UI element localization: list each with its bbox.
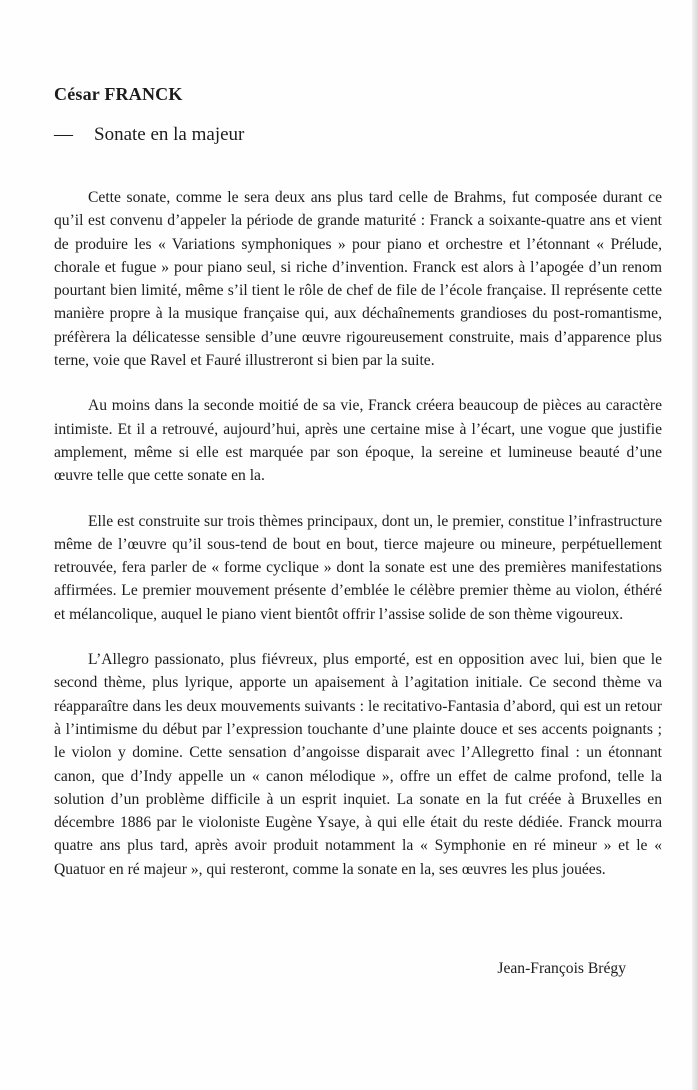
paragraph-4: L’Allegro passionato, plus fiévreux, plus emporté, est en opposition avec lui, bien que le second thème, plus lyrique, apporte un apaisement à l’agitation initiale. Ce second thème va réapparaître dans les deux mouvements suivants : le recitativo-Fantasia d’abord, qui est un retour à l’intimisme du début par l’expression touchante d’une plainte douce et ses accents poignants ; le violon y domine. Cette sensation d’angoisse disparait avec l’Allegretto final : un étonnant canon, que d’Indy appelle un « canon mélodique », offre un effet de calme profond, telle la solution d’un problème difficile à un esprit inquiet. La sonate en la fut créée à Bruxelles en décembre 1886 par le violoniste Eugène Ysaye, à qui elle était du reste dédiée. Franck mourra quatre ans plus tard, après avoir produit notamment la « Symphonie en ré mineur » et le « Quatuor en ré majeur », qui resteront, comme la sonate en la, ses œuvres les plus jouées. (54, 651, 662, 878)
paragraph-3: Elle est construite sur trois thèmes principaux, dont un, le premier, constitue l’infrastructure même de l’œuvre qu’il sous-tend de bout en bout, tierce majeure ou mineure, perpétuellement retrouvée, fera parler de « forme cyclique » dont la sonate est une des premières manifestations affirmées. Le premier mouvement présente d’emblée le célèbre premier thème au violon, éthéré et mélancolique, auquel le piano vient bientôt offrir l’assise solide de son thème vigoureux. (54, 512, 662, 623)
work-title-line (54, 124, 244, 146)
page-edge-shadow (692, 0, 698, 1090)
title-dash: — (54, 124, 73, 145)
paragraph-1: Cette sonate, comme le sera deux ans plus tard celle de Brahms, fut composée durant ce qu’il est convenu d’appeler la période de grande maturité : Franck a soixante-quatre ans et vient de produire les « Variations symphoniques » pour piano et orchestre et l’étonnant « Prélude, chorale et fugue » pour piano seul, si riche d’invention. Franck est alors à l’apogée d’un renom pourtant bien limité, même s’il tient le rôle de chef de file de l’école française. Il représente cette manière propre à la musique française qui, aux déchaînements grandioses du post-romantisme, préfèrera la délicatesse sensible d’une œuvre rigoureusement construite, mais d’apparence plus terne, voie que Ravel et Fauré illustreront si bien par la suite. (54, 189, 662, 370)
work-title: Sonate en la majeur (94, 124, 245, 145)
composer-name: César FRANCK (54, 84, 183, 104)
author-signature: Jean-François Brégy (497, 960, 626, 977)
program-notes-text (54, 186, 662, 903)
paragraph-2: Au moins dans la seconde moitié de sa vie, Franck créera beaucoup de pièces au caractère intimiste. Et il a retrouvé, aujourd’hui, après une certaine mise à l’écart, une vogue que justifie amplement, même si elle est marquée par son époque, la sereine et lumineuse beauté d’une œuvre telle que cette sonate en la. (54, 397, 662, 485)
